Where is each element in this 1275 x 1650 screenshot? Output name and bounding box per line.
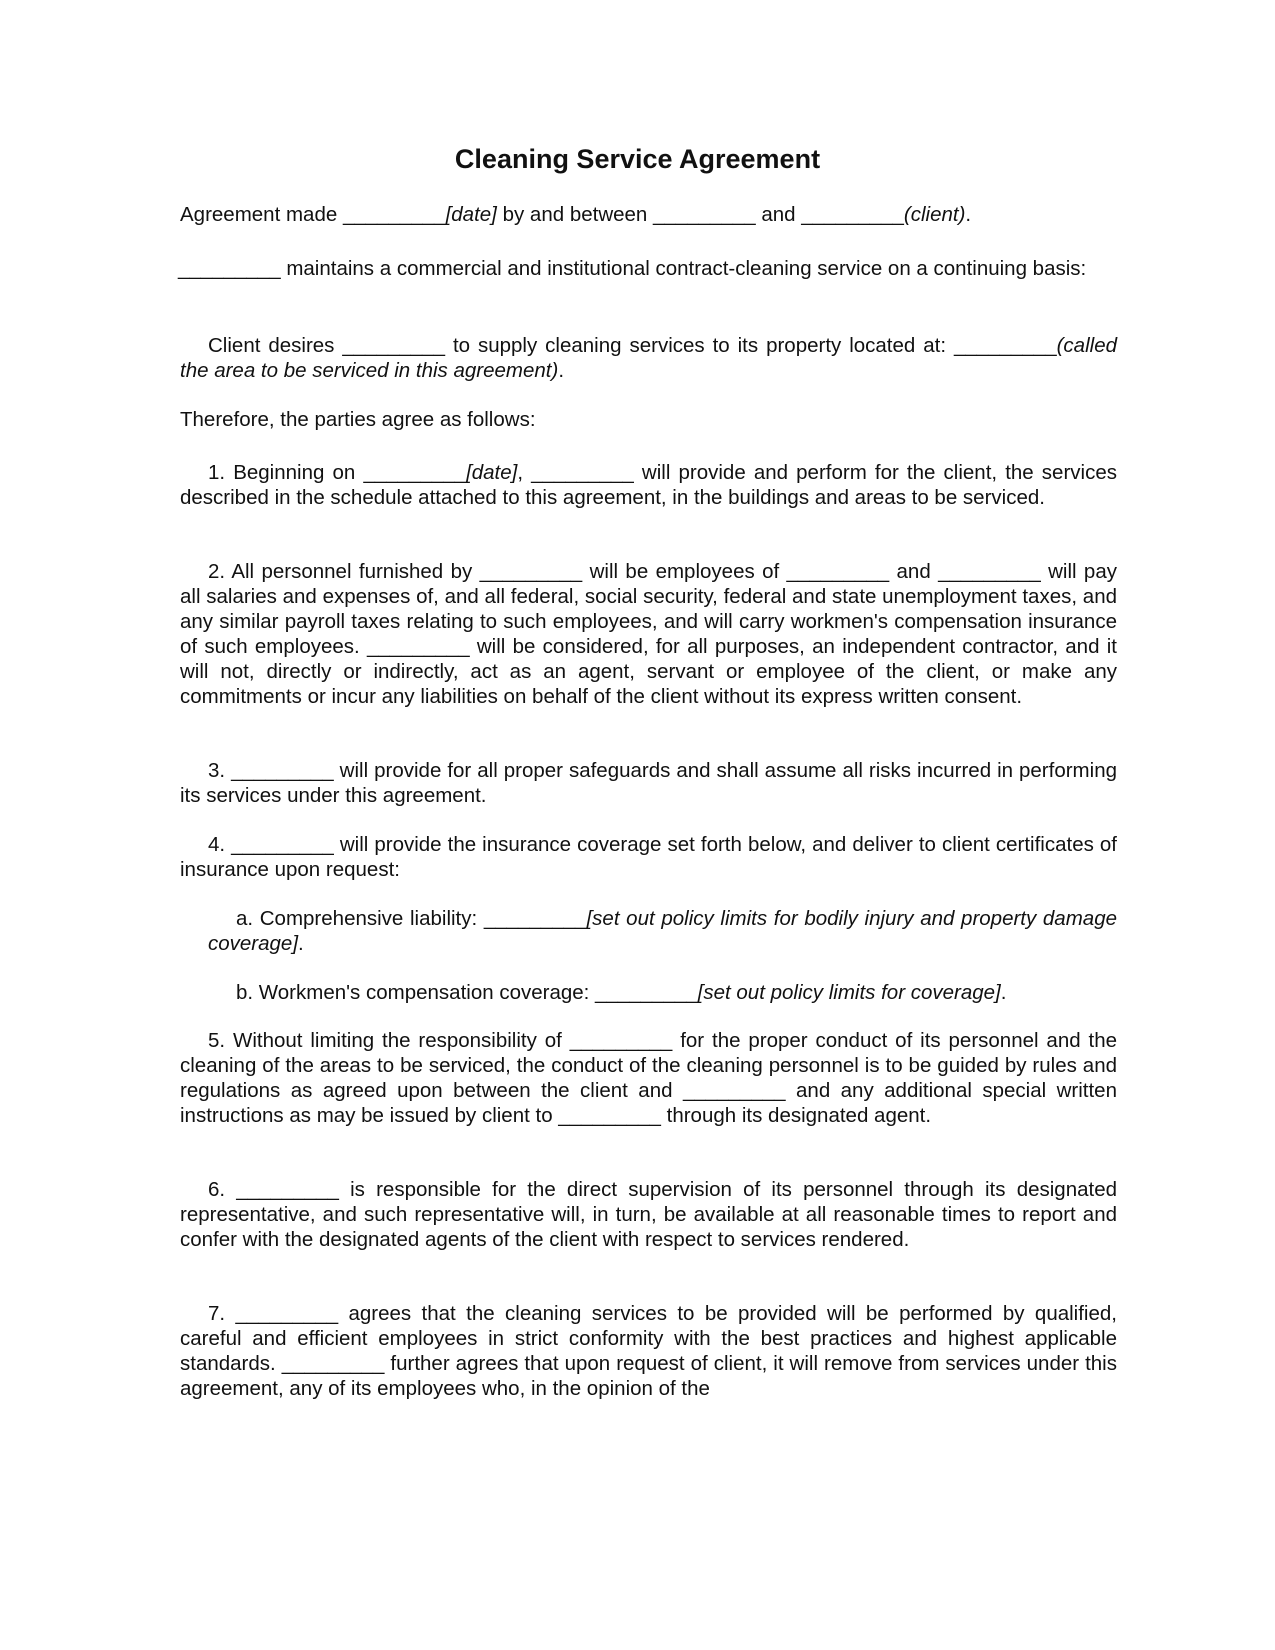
paragraph-maintains: _________ maintains a commercial and institutional contract-cleaning service on a continuing basis: [178,257,1087,280]
paragraph-intro: Agreement made _________[date] by and between _________ and _________(client). [180,203,972,226]
clause-1: 1. Beginning on _________[date], _________ will provide and perform for the client, the services described in the schedule attached to this agreement, in the buildings and areas to be serviced. [180,461,1117,509]
blank-field[interactable]: _________ [938,560,1041,583]
blank-field[interactable]: _________ [367,635,470,658]
blank-field[interactable]: _________ [569,1029,673,1052]
blank-field[interactable]: _________ [235,1302,339,1325]
blank-field[interactable]: _________ [178,257,281,280]
blank-field[interactable]: _________ [479,560,583,583]
blank-field[interactable]: _________ [231,759,334,782]
clause-7: 7. _________ agrees that the cleaning services to be provided will be performed by qualified, careful and efficient employees in strict conformity with the best practices and highest applicable standards. _________ further agrees that upon request of client, it will remove from services under this agreement, any of its employees who, in the opinion of the [180,1302,1117,1400]
blank-field[interactable]: _________ [558,1104,661,1127]
blank-field[interactable]: _________ [653,203,756,226]
blank-field[interactable]: _________ [236,1178,339,1201]
clause-2: 2. All personnel furnished by _________ will be employees of _________ and _________ will pay all salaries and expenses of, and all federal, social security, federal and state unemployment taxes, and any similar payroll taxes relating to such employees, and will carry workmen's compensation insurance of such employees. _________ will be considered, for all purposes, an independent contractor, and it will not, directly or indirectly, act as an agent, servant or employee of the client, or make any commitments or incur any liabilities on behalf of the client without its express written consent. [180,560,1117,708]
clause-6: 6. _________ is responsible for the direct supervision of its personnel through its designated representative, and such representative will, in turn, be available at all reasonable times to report and confer with the designated agents of the client with respect to services rendered. [180,1178,1117,1251]
blank-field[interactable]: _________ [281,1352,385,1375]
blank-field[interactable]: _________ [342,203,446,226]
paragraph-therefore: Therefore, the parties agree as follows: [180,408,536,431]
clause-4b: b. Workmen's compensation coverage: _________[set out policy limits for coverage]. [236,981,1007,1004]
blank-field[interactable]: _________ [342,334,445,357]
clause-3: 3. _________ will provide for all proper safeguards and shall assume all risks incurred in performing its services under this agreement. [180,759,1117,807]
clause-4a: a. Comprehensive liability: _________[set out policy limits for bodily injury and property damage coverage]. [208,907,1117,955]
blank-field[interactable]: _________ [801,203,904,226]
blank-field[interactable]: _________ [483,907,587,930]
blank-field[interactable]: _________ [682,1079,786,1102]
blank-field[interactable]: _________ [595,981,698,1004]
blank-field[interactable]: _________ [531,461,634,484]
blank-field[interactable]: _________ [363,461,467,484]
paragraph-client-desires: Client desires _________ to supply cleaning services to its property located at: _________(called the area to be serviced in this agreement). [180,334,1117,382]
clause-5: 5. Without limiting the responsibility of _________ for the proper conduct of its personnel and the cleaning of the areas to be serviced, the conduct of the cleaning personnel is to be guided by rules and regulations as agreed upon between the client and _________ and any additional special written instructions as may be issued by client to _________ through its designated agent. [180,1029,1118,1127]
document-title: Cleaning Service Agreement [454,144,821,174]
blank-field[interactable]: _________ [231,833,334,856]
blank-field[interactable]: _________ [786,560,890,583]
clause-4: 4. _________ will provide the insurance coverage set forth below, and deliver to client certificates of insurance upon request: [180,833,1117,881]
blank-field[interactable]: _________ [953,334,1057,357]
